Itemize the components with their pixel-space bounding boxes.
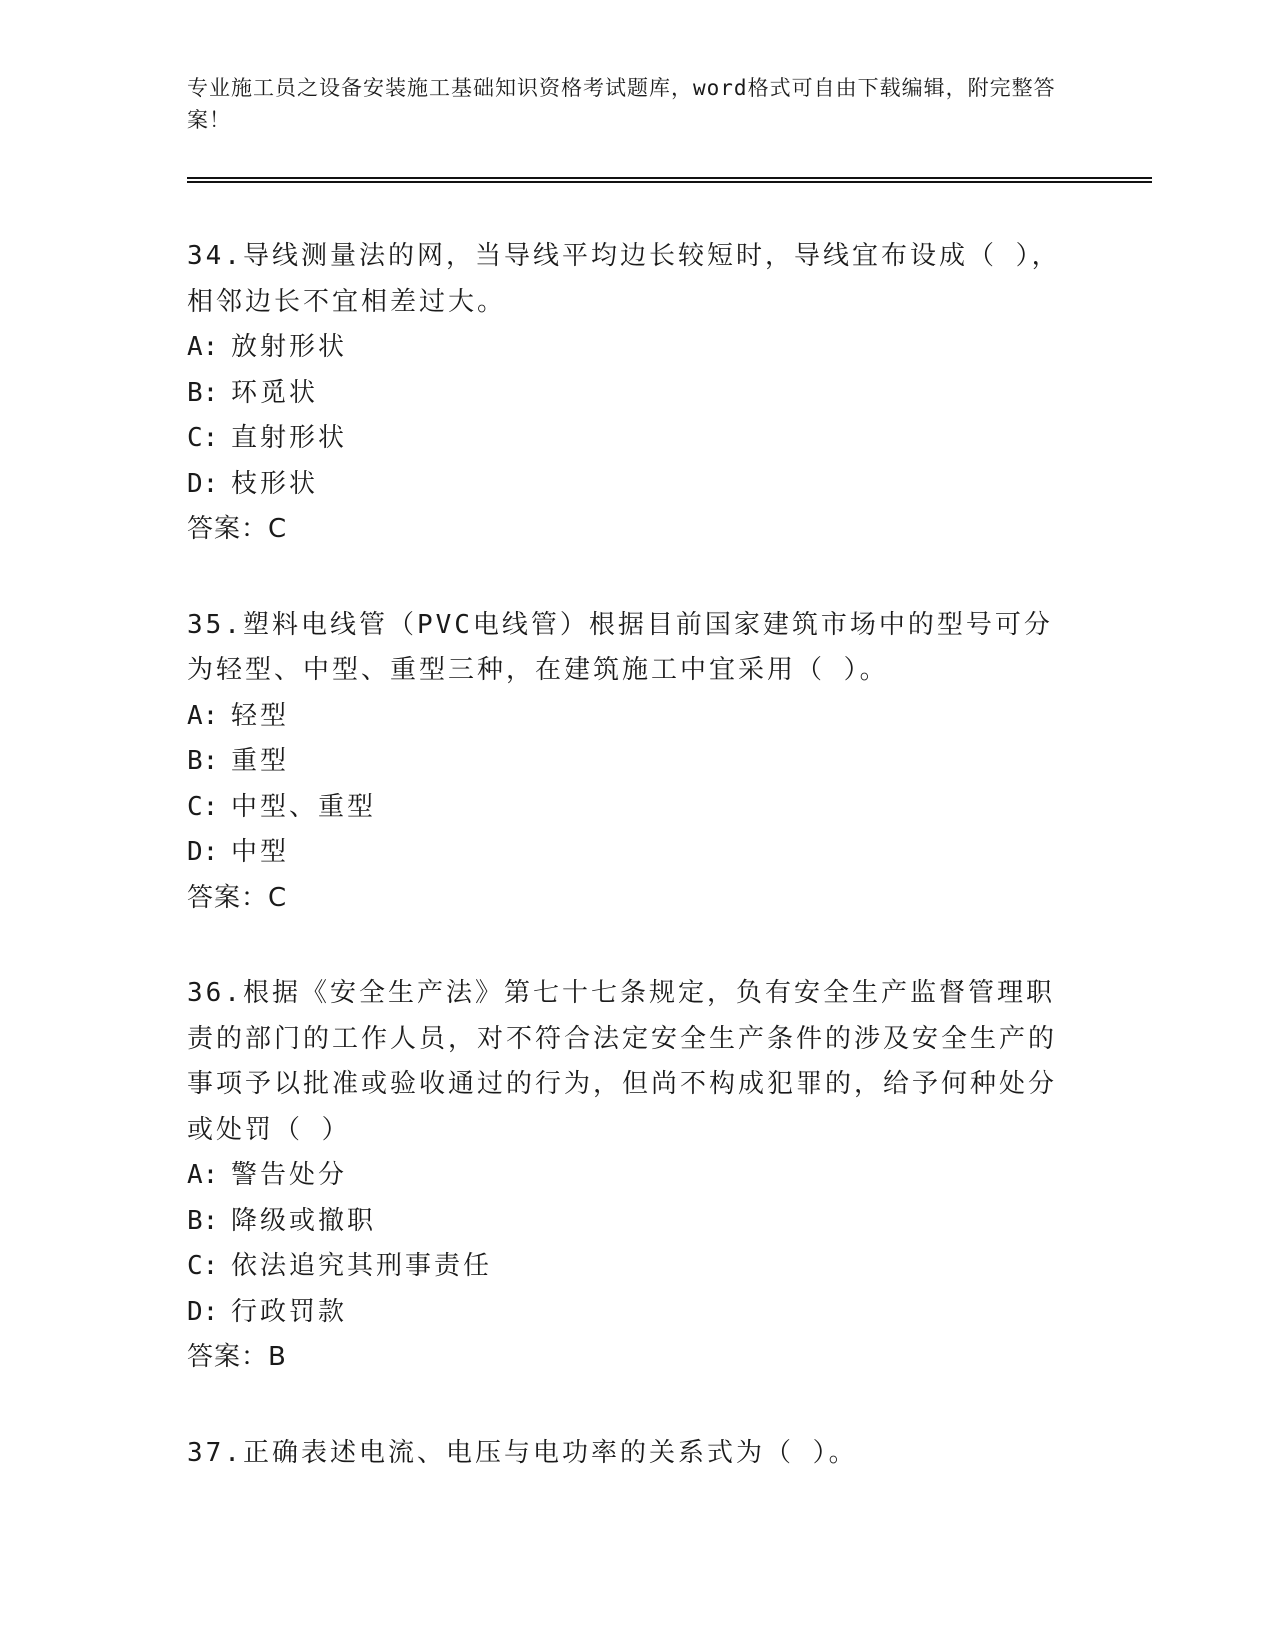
option-text: 枝形状 — [231, 468, 319, 499]
answer-line: 答案：C — [187, 882, 288, 913]
option-d — [187, 1290, 1067, 1336]
question-35 — [187, 603, 1067, 922]
option-text: 环觅状 — [231, 377, 319, 408]
option-text: 行政罚款 — [231, 1296, 348, 1327]
option-letter: B: — [187, 1205, 219, 1236]
answer-line: 答案：C — [187, 514, 288, 544]
option-text: 重型 — [231, 746, 290, 776]
option-text: 直射形状 — [231, 423, 348, 453]
option-c — [187, 416, 1067, 462]
option-text: 轻型 — [231, 700, 290, 731]
option-letter: C: — [187, 791, 219, 822]
option-d — [187, 830, 1067, 876]
question-list — [187, 234, 1067, 1526]
option-letter: A: — [187, 1160, 219, 1190]
option-c — [187, 1244, 1067, 1290]
question-stem: 36.根据《安全生产法》第七十七条规定，负有安全生产监督管理职责的部门的工作人员，对不符合法定安全生产条件的涉及安全生产的事项予以批准或验收通过的行为，但尚不构成犯罪的，给予何种处分或处罚（ ） — [187, 978, 1058, 1145]
option-letter: D: — [187, 1296, 219, 1327]
option-letter: A: — [187, 332, 219, 362]
option-text: 降级或撤职 — [231, 1205, 377, 1236]
option-b — [187, 739, 1067, 785]
question-stem: 35.塑料电线管（PVC电线管）根据目前国家建筑市场中的型号可分为轻型、中型、重型三种，在建筑施工中宜采用（ ）。 — [187, 609, 1053, 685]
option-d — [187, 462, 1067, 508]
option-a — [187, 1153, 1067, 1199]
option-letter: C: — [187, 423, 219, 453]
option-c — [187, 785, 1067, 831]
option-letter: B: — [187, 746, 219, 776]
option-letter: D: — [187, 837, 219, 867]
option-letter: D: — [187, 468, 219, 499]
question-stem: 34.导线测量法的网，当导线平均边长较短时，导线宜布设成（ ），相邻边长不宜相差过大。 — [187, 241, 1061, 317]
question-37 — [187, 1431, 1067, 1477]
header-divider — [187, 177, 1152, 183]
question-36 — [187, 971, 1067, 1381]
option-a — [187, 694, 1067, 740]
question-stem: 37.正确表述电流、电压与电功率的关系式为（ ）。 — [187, 1437, 858, 1468]
question-34 — [187, 234, 1067, 553]
option-letter: B: — [187, 377, 219, 408]
answer-line: 答案：B — [187, 1342, 287, 1372]
document-header: 专业施工员之设备安装施工基础知识资格考试题库，word格式可自由下载编辑，附完整答案！ — [187, 76, 1056, 132]
option-text: 放射形状 — [231, 332, 348, 362]
option-text: 依法追究其刑事责任 — [231, 1251, 493, 1281]
option-letter: C: — [187, 1251, 219, 1281]
option-b — [187, 371, 1067, 417]
option-text: 中型、重型 — [231, 791, 377, 822]
option-text: 中型 — [231, 837, 290, 867]
option-b — [187, 1199, 1067, 1245]
option-letter: A: — [187, 700, 219, 731]
option-a — [187, 325, 1067, 371]
option-text: 警告处分 — [231, 1160, 348, 1190]
